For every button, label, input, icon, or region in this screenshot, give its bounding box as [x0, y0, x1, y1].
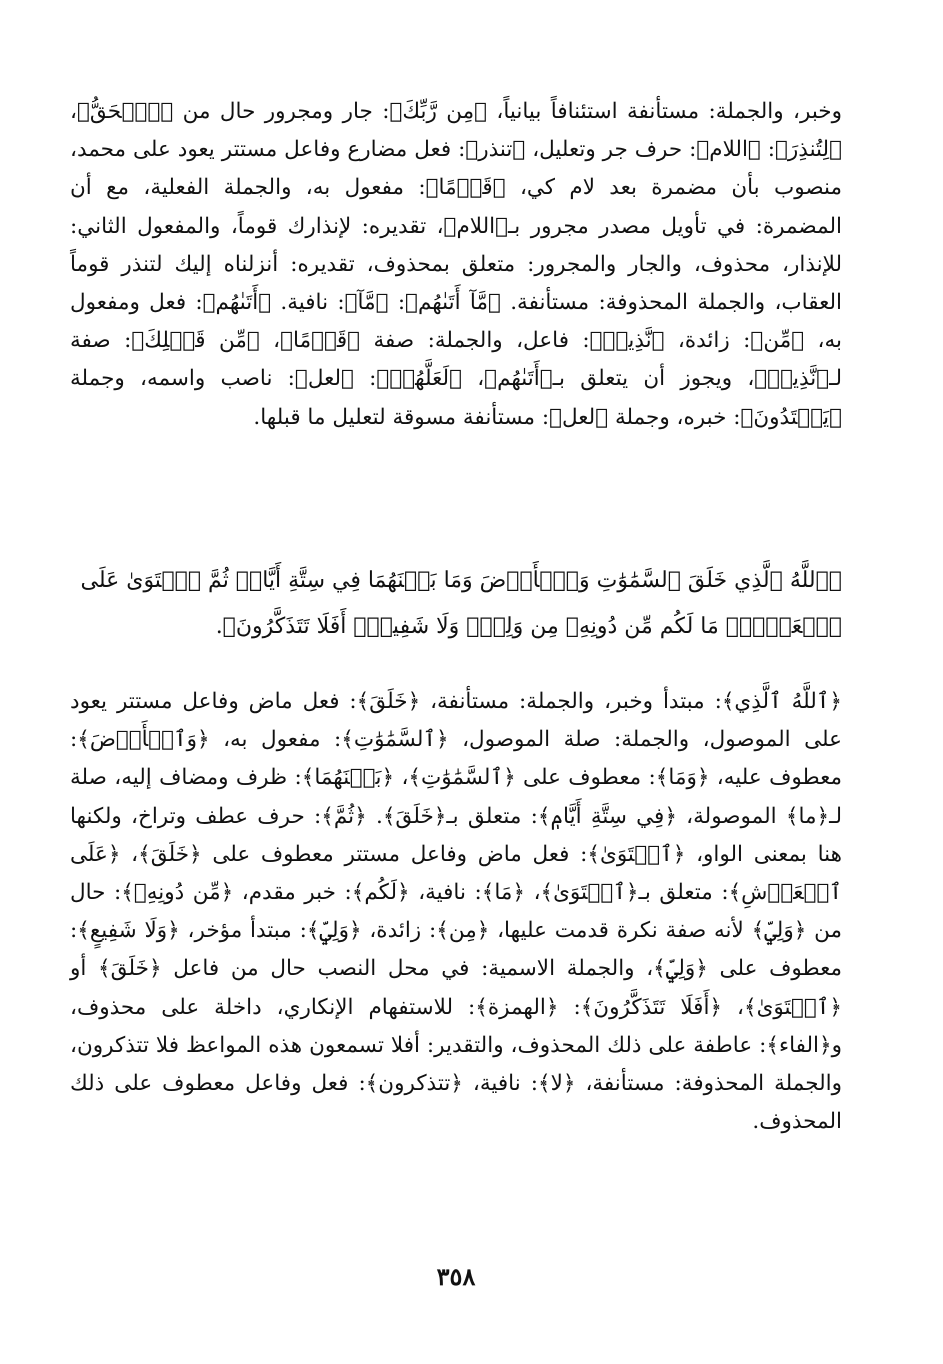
- commentary-paragraph-1: وخبر، والجملة: مستأنفة استئنافاً بيانياً، ﴿مِن رَّبِّكَ﴾: جار ومجرور حال من ﴿ٱلۡحَقُّ﴾، ﴿لِتُنذِرَ﴾: ﴿اللام﴾: حرف جر وتعليل، ﴿تنذر﴾: فعل مضارع وفاعل مستتر يعود على محمد، منصوب بأن مضمرة بعد لام كي، ﴿قَوۡمًا﴾: مفعول به، والجملة الفعلية، مع أن المضمرة: في تأويل مصدر مجرور بـ﴿اللام﴾، تقديره: لإنذارك قوماً، والمفعول الثاني: للإنذار، محذوف، والجار والمجرور: متعلق بمحذوف، تقديره: أنزلناه إليك لتنذر قوماً العقاب، والجملة المحذوفة: مستأنفة. ﴿مَّآ أَتَىٰهُم﴾: ﴿مَّآ﴾: نافية. ﴿أَتَىٰهُم﴾: فعل ومفعول به، ﴿مِّن﴾: زائدة، ﴿نَّذِيرٖ﴾: فاعل، والجملة: صفة ﴿قَوۡمًا﴾، ﴿مِّن قَبۡلِكَ﴾: صفة لـ﴿نَّذِيرٖ﴾، ويجوز أن يتعلق بـ﴿أَتَىٰهُم﴾، ﴿لَعَلَّهُمۡ﴾: ﴿لعل﴾: ناصب واسمه، وجملة ﴿يَهۡتَدُونَ﴾: خبره، وجملة ﴿لعل﴾: مستأنفة مسوقة لتعليل ما قبلها.: [70, 99, 842, 430]
- page-number: ٣٥٨: [436, 1262, 476, 1291]
- book-page: [70, 0, 842, 1364]
- quran-verse: ﴿ٱللَّهُ ٱلَّذِي خَلَقَ ٱلسَّمَٰوَٰتِ وَٱلۡأَرۡضَ وَمَا بَيۡنَهُمَا فِي سِتَّةِ أَيَّامٖ ثُمَّ ٱسۡتَوَىٰ عَلَى ٱلۡعَرۡشِۖ مَا لَكُم مِّن دُونِهِۦ مِن وَلِيّٖ وَلَا شَفِيعٍۚ أَفَلَا تَتَذَكَّرُونَ﴾.: [80, 568, 842, 639]
- commentary-paragraph-2: ﴿ٱللَّهُ ٱلَّذِي﴾: مبتدأ وخبر، والجملة: مستأنفة، ﴿خَلَقَ﴾: فعل ماض وفاعل مستتر يعود على الموصول، والجملة: صلة الموصول، ﴿ٱلسَّمَٰوَٰتِ﴾: مفعول به، ﴿وَٱلۡأَرۡضَ﴾: معطوف عليه، ﴿وَمَا﴾: معطوف على ﴿ٱلسَّمَٰوَٰتِ﴾، ﴿بَيۡنَهُمَا﴾: ظرف ومضاف إليه، صلة لـ﴿ما﴾ الموصولة، ﴿فِي سِتَّةِ أَيَّامٖ﴾: متعلق بـ﴿خَلَقَ﴾. ﴿ثُمَّ﴾: حرف عطف وتراخ، ولكنها هنا بمعنى الواو، ﴿ٱسۡتَوَىٰ﴾: فعل ماض وفاعل مستتر معطوف على ﴿خَلَقَ﴾، ﴿عَلَى ٱلۡعَرۡشِ﴾: متعلق بـ﴿ٱسۡتَوَىٰ﴾، ﴿مَا﴾: نافية، ﴿لَكُم﴾: خبر مقدم، ﴿مِّن دُونِهِۦ﴾: حال من ﴿وَلِيّٖ﴾ لأنه صفة نكرة قدمت عليها، ﴿مِن﴾: زائدة، ﴿وَلِيّٖ﴾: مبتدأ مؤخر، ﴿وَلَا شَفِيعٍ﴾: معطوف على ﴿وَلِيّٖ﴾، والجملة الاسمية: في محل النصب حال من فاعل ﴿خَلَقَ﴾ أو ﴿ٱسۡتَوَىٰ﴾، ﴿أَفَلَا تَتَذَكَّرُونَ﴾: ﴿الهمزة﴾: للاستفهام الإنكاري، داخلة على محذوف، و﴿الفاء﴾: عاطفة على ذلك المحذوف، والتقدير: أفلا تسمعون هذه المواعظ فلا تتذكرون، والجملة المحذوفة: مستأنفة، ﴿لا﴾: نافية، ﴿تتذكرون﴾: فعل وفاعل معطوف على ذلك المحذوف.: [70, 689, 842, 1135]
